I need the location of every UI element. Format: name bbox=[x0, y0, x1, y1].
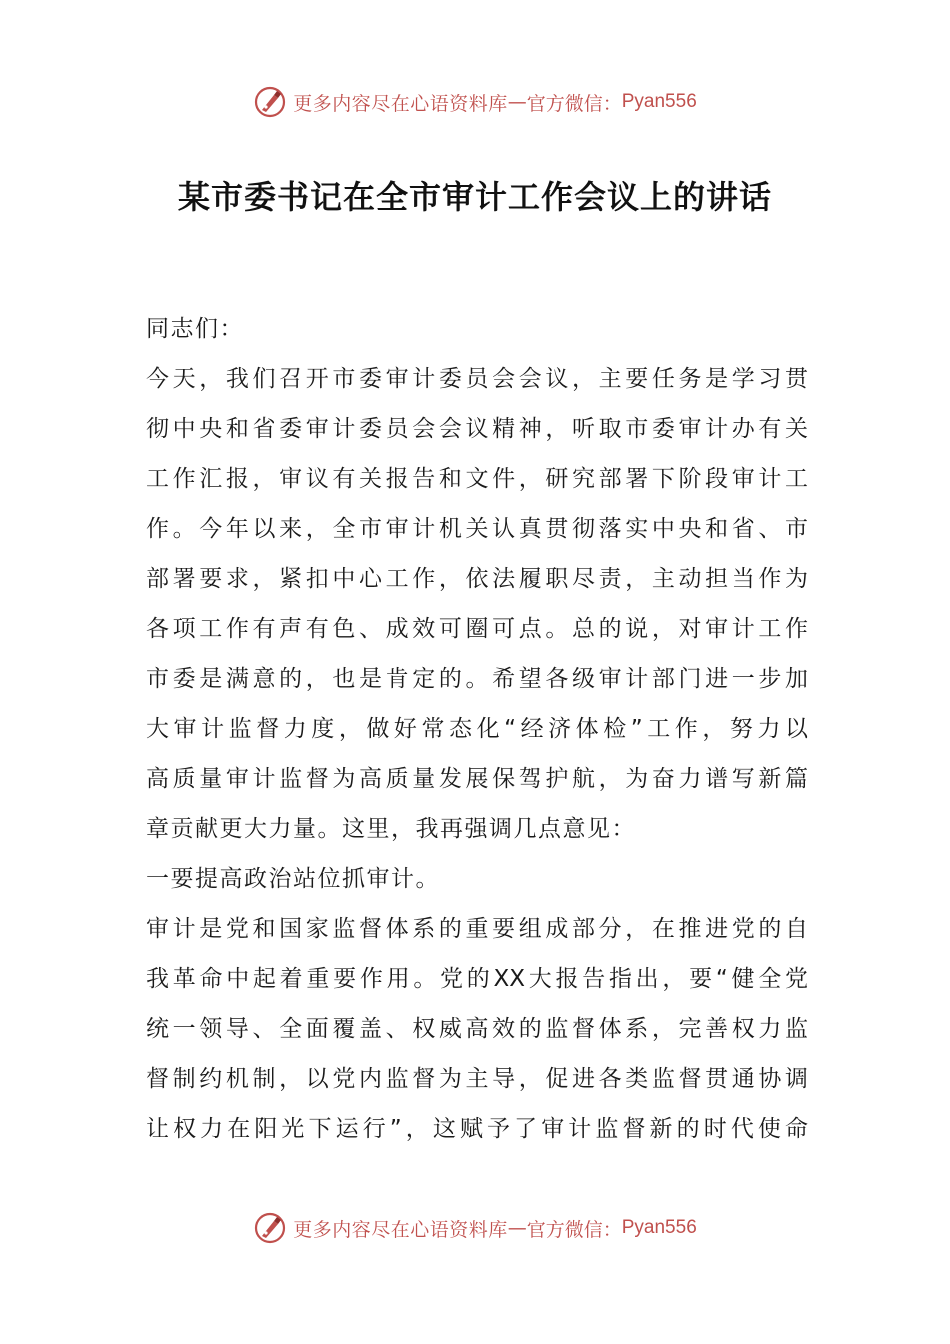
text-line: 今天，我们召开市委审计委员会会议，主要任务是学习贯 bbox=[146, 366, 808, 392]
footer-banner bbox=[0, 1208, 950, 1248]
pen-nib-circle-icon bbox=[253, 85, 287, 119]
text-line: 大审计监督力度，做好常态化“经济体检”工作，努力以 bbox=[146, 716, 808, 742]
banner-separator: — bbox=[507, 1217, 527, 1239]
document-title: 某市委书记在全市审计工作会议上的讲话 bbox=[177, 178, 772, 216]
text-line: 督制约机制，以党内监督为主导，促进各类监督贯通协调 bbox=[146, 1066, 808, 1092]
text-line: 作。今年以来，全市审计机关认真贯彻落实中央和省、市 bbox=[146, 516, 808, 542]
text-line: 高质量审计监督为高质量发展保驾护航，为奋力谱写新篇 bbox=[146, 766, 808, 792]
text-line-salutation: 同志们： bbox=[146, 316, 244, 342]
text-line: 彻中央和省委审计委员会会议精神，听取市委审计办有关 bbox=[146, 416, 808, 442]
header-banner bbox=[0, 82, 950, 122]
text-line: 让权力在阳光下运行”，这赋予了审计监督新的时代使命 bbox=[146, 1116, 808, 1142]
document-body bbox=[146, 304, 808, 1154]
text-line: 统一领导、全面覆盖、权威高效的监督体系，完善权力监 bbox=[146, 1016, 808, 1042]
text-line: 我革命中起着重要作用。党的XX大报告指出，要“健全党 bbox=[146, 966, 808, 992]
text-line: 市委是满意的，也是肯定的。希望各级审计部门进一步加 bbox=[146, 666, 808, 692]
text-line: 工作汇报，审议有关报告和文件，研究部署下阶段审计工 bbox=[146, 466, 808, 492]
banner-wechat-label: 官方微信： bbox=[526, 1218, 622, 1241]
banner-slogan: 更多内容尽在心语资料库 bbox=[293, 92, 508, 115]
pen-nib-circle-icon bbox=[253, 1211, 287, 1245]
text-line: 各项工作有声有色、成效可圈可点。总的说，对审计工作 bbox=[146, 616, 808, 642]
text-line: 章贡献更大力量。这里，我再强调几点意见： bbox=[146, 816, 636, 842]
banner-wechat-id: Pyan556 bbox=[621, 91, 697, 112]
text-line: 部署要求，紧扣中心工作，依法履职尽责，主动担当作为 bbox=[146, 566, 808, 592]
text-line: 审计是党和国家监督体系的重要组成部分，在推进党的自 bbox=[146, 916, 808, 942]
banner-wechat-id: Pyan556 bbox=[621, 1217, 697, 1238]
banner-separator: — bbox=[507, 91, 527, 113]
banner-slogan: 更多内容尽在心语资料库 bbox=[293, 1218, 508, 1241]
banner-wechat-label: 官方微信： bbox=[526, 92, 622, 115]
section-heading: 一要提高政治站位抓审计。 bbox=[146, 866, 440, 892]
